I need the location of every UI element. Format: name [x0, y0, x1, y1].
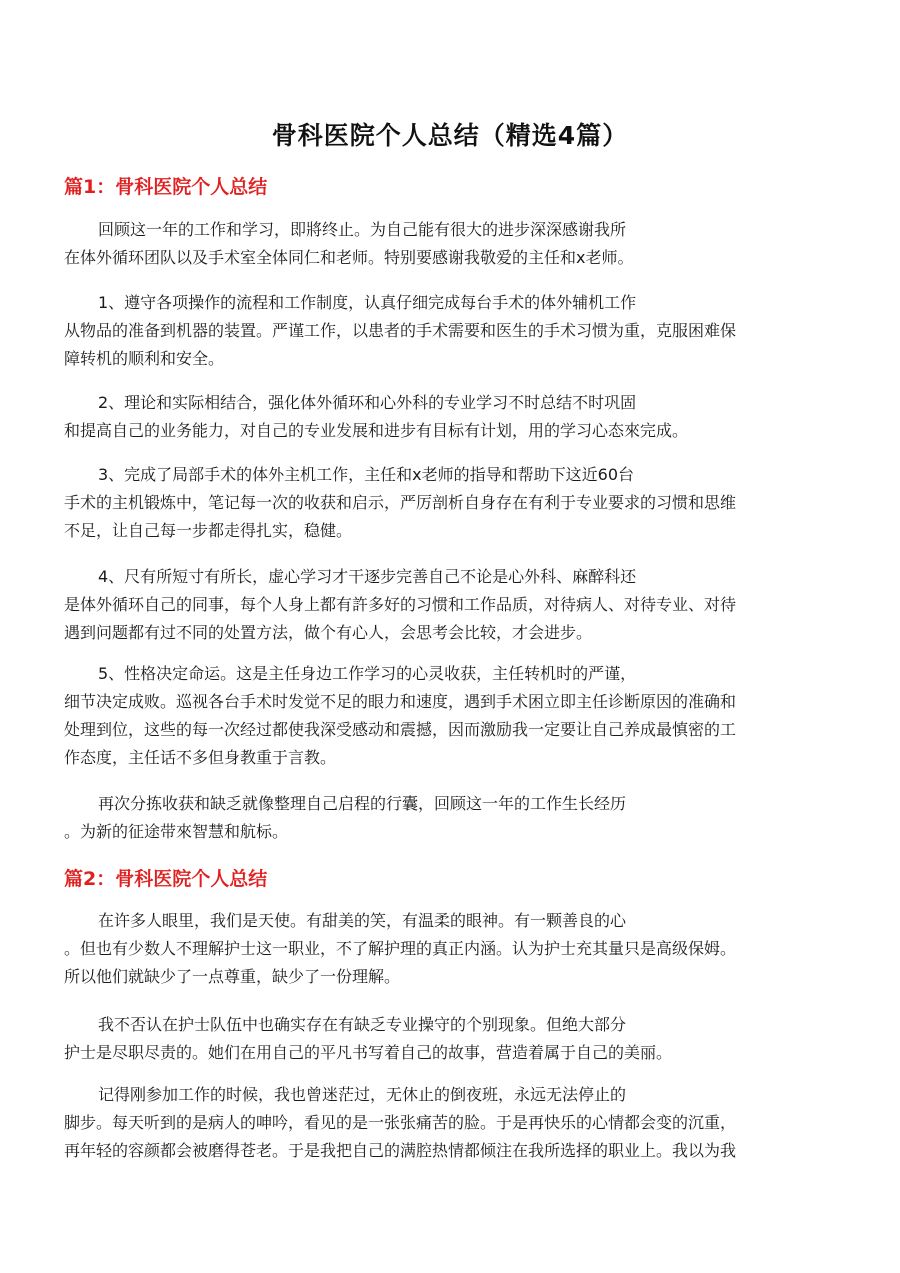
paragraph-line: 在体外循环团队以及手术室全体同仁和老师。特别要感谢我敬爱的主任和x老师。 — [64, 248, 634, 267]
document-title: 骨科医院个人总结（精选4篇） — [271, 121, 629, 150]
section-1-paragraph-7 — [64, 790, 844, 846]
paragraph-line: 障转机的顺利和安全。 — [64, 349, 225, 368]
paragraph-line: 从物品的准备到机器的装置。严谨工作，以患者的手术需要和医生的手术习惯为重，克服困难保 — [64, 321, 737, 340]
paragraph-line: 2、理论和实际相结合，强化体外循环和心外科的专业学习不时总结不时巩固 — [98, 393, 637, 412]
section-2-heading: 篇2：骨科医院个人总结 — [64, 868, 268, 890]
section-2-paragraph-3 — [64, 1081, 844, 1165]
section-1-paragraph-1 — [64, 216, 844, 272]
paragraph-line: 遇到问题都有过不同的处置方法，做个有心人，会思考会比较，才会进步。 — [64, 623, 593, 642]
section-1-paragraph-2 — [64, 289, 844, 373]
paragraph-line: 我不否认在护士队伍中也确实存在有缺乏专业操守的个别现象。但绝大部分 — [98, 1015, 627, 1034]
paragraph-line: 3、完成了局部手术的体外主机工作，主任和x老师的指导和帮助下这近60台 — [98, 465, 635, 484]
section-1-paragraph-4 — [64, 461, 844, 545]
paragraph-line: 。为新的征途带來智慧和航标。 — [64, 822, 289, 841]
section-2-paragraph-2 — [64, 1011, 844, 1067]
paragraph-line: 回顾这一年的工作和学习，即將终止。为自己能有很大的进步深深感谢我所 — [98, 220, 627, 239]
paragraph-line: 5、性格决定命运。这是主任身边工作学习的心灵收获，主任转机时的严谨， — [98, 664, 637, 683]
paragraph-line: 作态度，主任话不多但身教重于言教。 — [64, 748, 337, 767]
paragraph-line: 细节决定成败。巡视各台手术时发觉不足的眼力和速度，遇到手术困立即主任诊断原因的准确和 — [64, 692, 737, 711]
paragraph-line: 再次分拣收获和缺乏就像整理自己启程的行囊，回顾这一年的工作生长经历 — [98, 794, 627, 813]
section-1-paragraph-3 — [64, 389, 844, 445]
paragraph-line: 。但也有少数人不理解护士这一职业，不了解护理的真正内涵。认为护士充其量只是高级保姆。 — [64, 939, 737, 958]
paragraph-line: 记得刚参加工作的时候，我也曾迷茫过，无休止的倒夜班，永远无法停止的 — [98, 1085, 627, 1104]
paragraph-line: 不足，让自己每一步都走得扎实，稳健。 — [64, 521, 353, 540]
paragraph-line: 所以他们就缺少了一点尊重，缺少了一份理解。 — [64, 967, 401, 986]
paragraph-line: 脚步。每天听到的是病人的呻吟，看见的是一张张痛苦的脸。于是再快乐的心情都会变的沉重， — [64, 1113, 737, 1132]
paragraph-line: 再年轻的容颜都会被磨得苍老。于是我把自己的满腔热情都倾注在我所选择的职业上。我以为我 — [64, 1141, 737, 1160]
section-1-paragraph-5 — [64, 563, 844, 647]
section-1-paragraph-6 — [64, 660, 844, 772]
paragraph-line: 1、遵守各项操作的流程和工作制度，认真仔细完成每台手术的体外辅机工作 — [98, 293, 637, 312]
section-1-heading: 篇1：骨科医院个人总结 — [64, 176, 268, 198]
paragraph-line: 在许多人眼里，我们是天使。有甜美的笑，有温柔的眼神。有一颗善良的心 — [98, 911, 627, 930]
paragraph-line: 护士是尽职尽责的。她们在用自己的平凡书写着自己的故事，营造着属于自己的美丽。 — [64, 1043, 673, 1062]
section-2-paragraph-1 — [64, 907, 844, 991]
paragraph-line: 处理到位，这些的每一次经过都使我深受感动和震撼，因而激励我一定要让自己养成最慎密的工 — [64, 720, 737, 739]
paragraph-line: 4、尺有所短寸有所长，虚心学习才干逐步完善自己不论是心外科、麻醉科还 — [98, 567, 637, 586]
paragraph-line: 手术的主机锻炼中，笔记每一次的收获和启示，严厉剖析自身存在有利于专业要求的习惯和思维 — [64, 493, 737, 512]
paragraph-line: 和提高自己的业务能力，对自己的专业发展和进步有目标有计划，用的学习心态來完成。 — [64, 421, 689, 440]
paragraph-line: 是体外循环自己的同事，每个人身上都有許多好的习惯和工作品质，对待病人、对待专业、对待 — [64, 595, 737, 614]
